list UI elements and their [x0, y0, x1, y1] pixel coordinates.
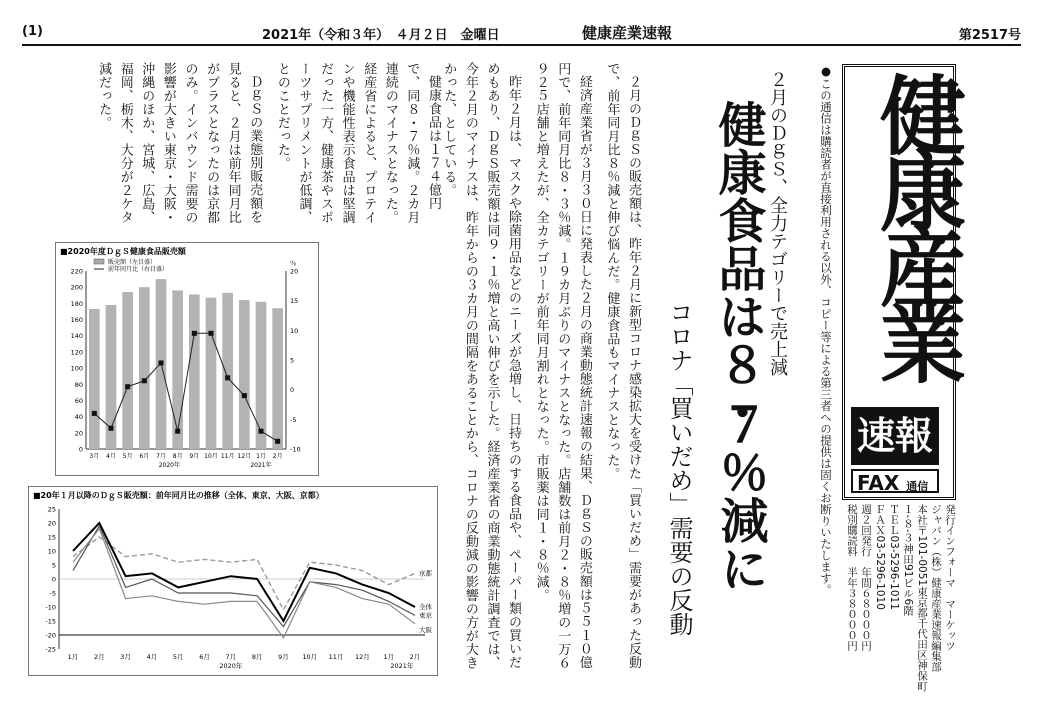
x-tick: 7月	[156, 453, 166, 460]
bar	[189, 294, 200, 449]
x-year-label: 2021年	[390, 662, 414, 670]
chart-1-svg	[56, 243, 318, 475]
article-paragraph: 健康食品は１７４億円で、同８・７％減。２カ月連続のマイナスとなった。経産省によると、プロテインや機能性表示食品は堅調だった一方、健康茶やスポーツサプリメントが低調、とのことだった。	[274, 62, 441, 224]
x-tick: 4月	[106, 453, 116, 460]
x-tick: 4月	[146, 653, 158, 661]
y-tick: 20	[47, 519, 56, 528]
y-tick-right: 10	[290, 326, 299, 335]
y-tick: -10	[45, 603, 56, 612]
publisher-line: 税別購読料 半年３８０００円	[846, 504, 858, 651]
x-tick: 10月	[302, 653, 318, 661]
point-yoy	[159, 360, 164, 365]
bar	[206, 298, 217, 449]
x-tick: 5月	[122, 453, 133, 460]
publisher-line: １-８-３神田91ビル6階	[902, 504, 914, 616]
chart-title: ■20年１月以降のＤｇＳ販売額：前年同月比の推移（全体、東京、大阪、京都）	[33, 491, 324, 500]
publisher-line: ＴＥＬ03-5296-1011	[888, 504, 900, 610]
y-tick-right: -5	[290, 415, 297, 424]
legend-label: 販売額（左目盛）	[108, 259, 157, 266]
fax-sub-label: 通信	[906, 480, 929, 493]
y-tick-right: 20	[290, 267, 299, 276]
masthead	[842, 64, 965, 500]
y-tick-left: 180	[70, 299, 83, 308]
series-label: 全体	[419, 603, 432, 611]
y-tick-left: 160	[70, 316, 83, 325]
legend-label: 前年同月比（右目盛）	[108, 266, 169, 273]
point-yoy	[142, 378, 147, 383]
y-tick-left: 220	[70, 267, 83, 276]
series-label: 東京	[419, 611, 432, 620]
y-unit-right: ％	[290, 259, 297, 267]
masthead-sokuho: 速報	[851, 407, 939, 465]
publisher-line: ジャパン（株）健康産業速報編集部	[930, 504, 942, 672]
page-header	[22, 22, 1021, 46]
y-tick-left: 120	[70, 348, 83, 357]
line-yoy	[94, 333, 277, 441]
y-tick-left: 140	[70, 332, 83, 341]
x-tick: 2月	[93, 653, 105, 661]
x-tick: 6月	[139, 453, 150, 460]
series-line	[73, 523, 415, 621]
bar	[139, 287, 150, 449]
x-tick: 1月	[67, 653, 79, 661]
copyright-notice: ●この通信は購読者が直接利用される以外、コピー等による第三者への提供は固くお断りいたします。	[819, 64, 833, 596]
article-paragraph: 昨年２月は、マスクや除菌用品などのニーズが急増し、日持ちのする食品や、ペーパー類の買いだめもあり、ＤｇＳ販売額は同９・１％増と高い伸びを示した。経済産業省の商業動態統計調査では、今年２月のマイナスは、昨年からの３カ月の間隔をあることから、コロナの反動減の影響の方が大きかった、としている。	[441, 62, 522, 670]
y-tick: 5	[51, 561, 56, 570]
masthead-fax	[851, 469, 939, 493]
bar	[122, 292, 133, 449]
bar	[89, 309, 100, 449]
x-tick: 8月	[172, 453, 183, 460]
fax-label: FAX	[857, 471, 900, 495]
x-tick: 3月	[89, 453, 100, 460]
publisher-line: 週２回発行 年間６８０００円	[860, 504, 872, 651]
headline-main-2: ７％減に	[712, 400, 768, 592]
point-yoy	[92, 411, 97, 416]
page-number: (1)	[22, 24, 43, 39]
point-yoy	[209, 331, 214, 336]
y-tick: -15	[45, 617, 56, 626]
article-body-upper	[441, 62, 644, 674]
x-tick: 1月	[256, 453, 266, 460]
bar	[239, 300, 250, 449]
issue-date: 2021年（令和３年） ４月２日 金曜日	[262, 28, 500, 43]
paper-name: 健康産業速報	[582, 24, 673, 42]
point-yoy	[125, 384, 130, 389]
series-label: 大阪	[419, 625, 432, 634]
y-tick-left: 60	[74, 396, 83, 405]
point-yoy	[259, 429, 264, 434]
article-paragraph: 経済産業省が３月３０日に発表した２月の商業動態統計速報の結果、ＤｇＳの販売額は５５１０億円で、前年同月比８・３％減。１９カ月ぶりのマイナスとなった。店舗数は前月２・８％増の一万６９２５店舗と増えたが、全カテゴリーが前年同月割れとなった。市販薬は同１・８％減。	[533, 62, 592, 670]
article-paragraph: ２月のＤｇＳの販売額は、昨年２月に新型コロナ感染拡大を受けた「買いだめ」需要があった反動で、前年同月比８％減と伸び悩んだ。健康食品もマイナスとなった。	[604, 62, 641, 669]
y-tick: 15	[47, 533, 56, 542]
chart-dgs-health-food	[55, 242, 319, 476]
chart-dgs-regional	[28, 486, 438, 676]
x-tick: 8月	[251, 653, 263, 661]
publisher-line: ＦＡＸ03-5296-1010	[874, 504, 886, 610]
headline-main-1: 健康食品は８・	[710, 100, 766, 436]
y-tick: -5	[49, 589, 56, 598]
point-yoy	[275, 439, 280, 444]
chart-2-svg	[29, 487, 437, 675]
point-yoy	[175, 429, 180, 434]
article-paragraph: ＤｇＳの業態別販売額を見ると、２月は前年同月比がプラスとなったのは京都のみ。インバウンド需要の影響が大きい東京・大阪・沖縄のほか、宮城、広島、福岡、栃木、大分が２ケタ減だった。	[96, 62, 263, 224]
y-tick-left: 200	[70, 283, 83, 292]
y-tick: -25	[45, 645, 56, 654]
x-year-label: 2020年	[219, 662, 243, 670]
article-body-lower	[58, 62, 444, 234]
y-tick-left: 20	[74, 429, 83, 438]
x-tick: 12月	[354, 653, 370, 661]
x-tick: 11月	[328, 653, 344, 661]
y-tick: 0	[51, 575, 56, 584]
issue-number: 第2517号	[958, 28, 1021, 43]
y-tick-left: 0	[78, 445, 83, 454]
x-tick: 1月	[383, 653, 395, 661]
point-yoy	[242, 393, 247, 398]
publisher-line: 発行インフォーマ マーケッツ	[944, 504, 956, 651]
chart-title: ■2020年度ＤｇＳ健康食品販売額	[60, 247, 186, 256]
bar	[256, 302, 267, 449]
y-tick-right: 0	[290, 386, 295, 395]
y-tick-left: 80	[74, 380, 83, 389]
y-tick-right: 15	[290, 297, 299, 306]
legend-swatch-bar	[94, 259, 104, 264]
x-tick: 9月	[278, 653, 289, 661]
y-tick: -20	[45, 631, 56, 640]
point-yoy	[109, 426, 114, 431]
y-tick-right: -10	[290, 445, 301, 454]
y-tick: 10	[47, 547, 56, 556]
series-line	[73, 526, 415, 627]
headline-sub: コロナ「買いだめ」需要の反動	[665, 300, 693, 636]
x-year-label: 2021年	[250, 462, 272, 469]
x-tick: 9月	[189, 453, 200, 460]
headline-kicker: ２月のＤｇＳ、全力テゴリーで売上減	[767, 70, 788, 376]
y-tick-right: 5	[290, 356, 295, 365]
x-year-label: 2020年	[158, 462, 180, 469]
x-tick: 3月	[120, 653, 131, 661]
y-tick-left: 100	[70, 364, 83, 373]
y-tick: 25	[47, 505, 56, 514]
series-label: 京都	[419, 569, 432, 578]
x-tick: 2月	[272, 453, 283, 460]
x-tick: 11月	[220, 453, 235, 460]
x-tick: 12月	[237, 453, 252, 460]
publisher-line: 本社〒101-0051東京都千代田区神保町	[916, 504, 928, 692]
bar	[272, 308, 283, 449]
point-yoy	[225, 375, 230, 380]
x-tick: 5月	[172, 653, 184, 661]
y-tick-left: 40	[74, 413, 83, 422]
publisher-info	[838, 504, 958, 692]
x-tick: 2月	[409, 653, 421, 661]
bar	[172, 290, 183, 449]
masthead-title: 健康産業	[865, 71, 965, 375]
x-tick: 10月	[204, 453, 218, 460]
x-tick: 7月	[225, 653, 237, 661]
point-yoy	[192, 331, 197, 336]
x-tick: 6月	[199, 653, 210, 661]
bar	[222, 293, 233, 449]
